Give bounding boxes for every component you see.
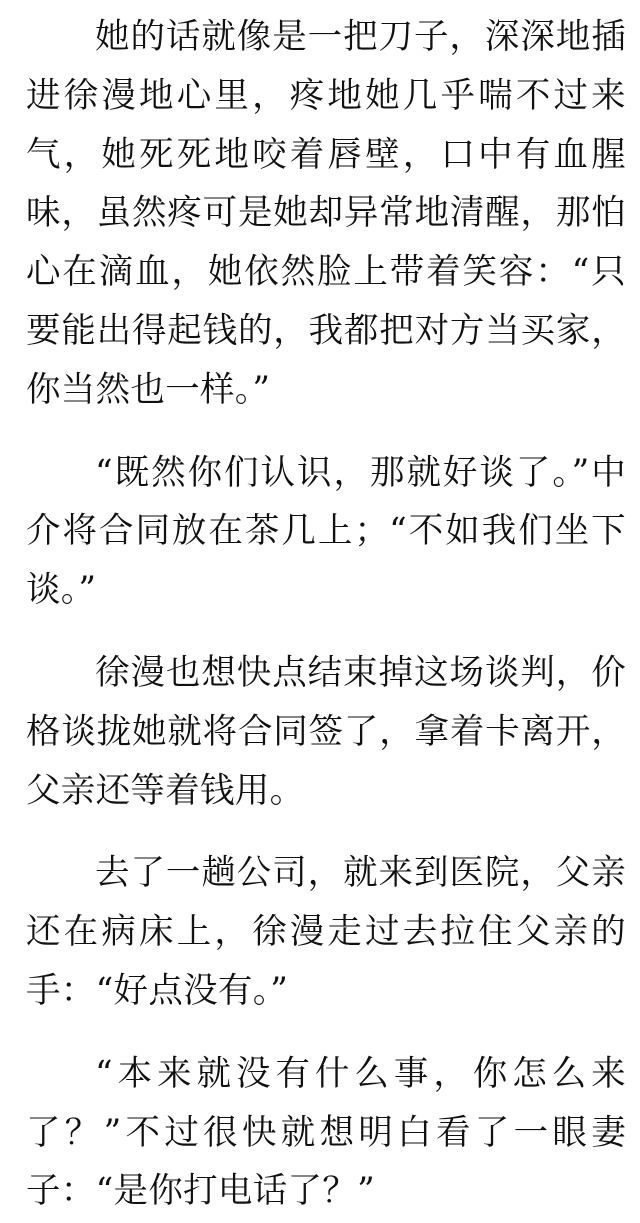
article-body xyxy=(26,8,626,1221)
paragraph: 她的话就像是一把刀子，深深地插进徐漫地心里，疼地她几乎喘不过来气，她死死地咬着唇壁，口中有血腥味，虽然疼可是她却异常地清醒，那怕心在滴血，她依然脸上带着笑容：“只要能出得起钱的，我都把对方当买家，你当然也一样。” xyxy=(26,17,626,410)
paragraph: 去了一趟公司，就来到医院，父亲还在病床上，徐漫走过去拉住父亲的手：“好点没有。” xyxy=(26,853,626,1011)
paragraph: “既然你们认识，那就好谈了。”中介将合同放在茶几上；“不如我们坐下谈。” xyxy=(26,452,626,611)
paragraph: 徐漫也想快点结束掉这场谈判，价格谈拢她就将合同签了，拿着卡离开，父亲还等着钱用。 xyxy=(26,652,626,811)
paragraph: “本来就没有什么事，你怎么来了？”不过很快就想明白看了一眼妻子：“是你打电话了？” xyxy=(26,1053,626,1212)
